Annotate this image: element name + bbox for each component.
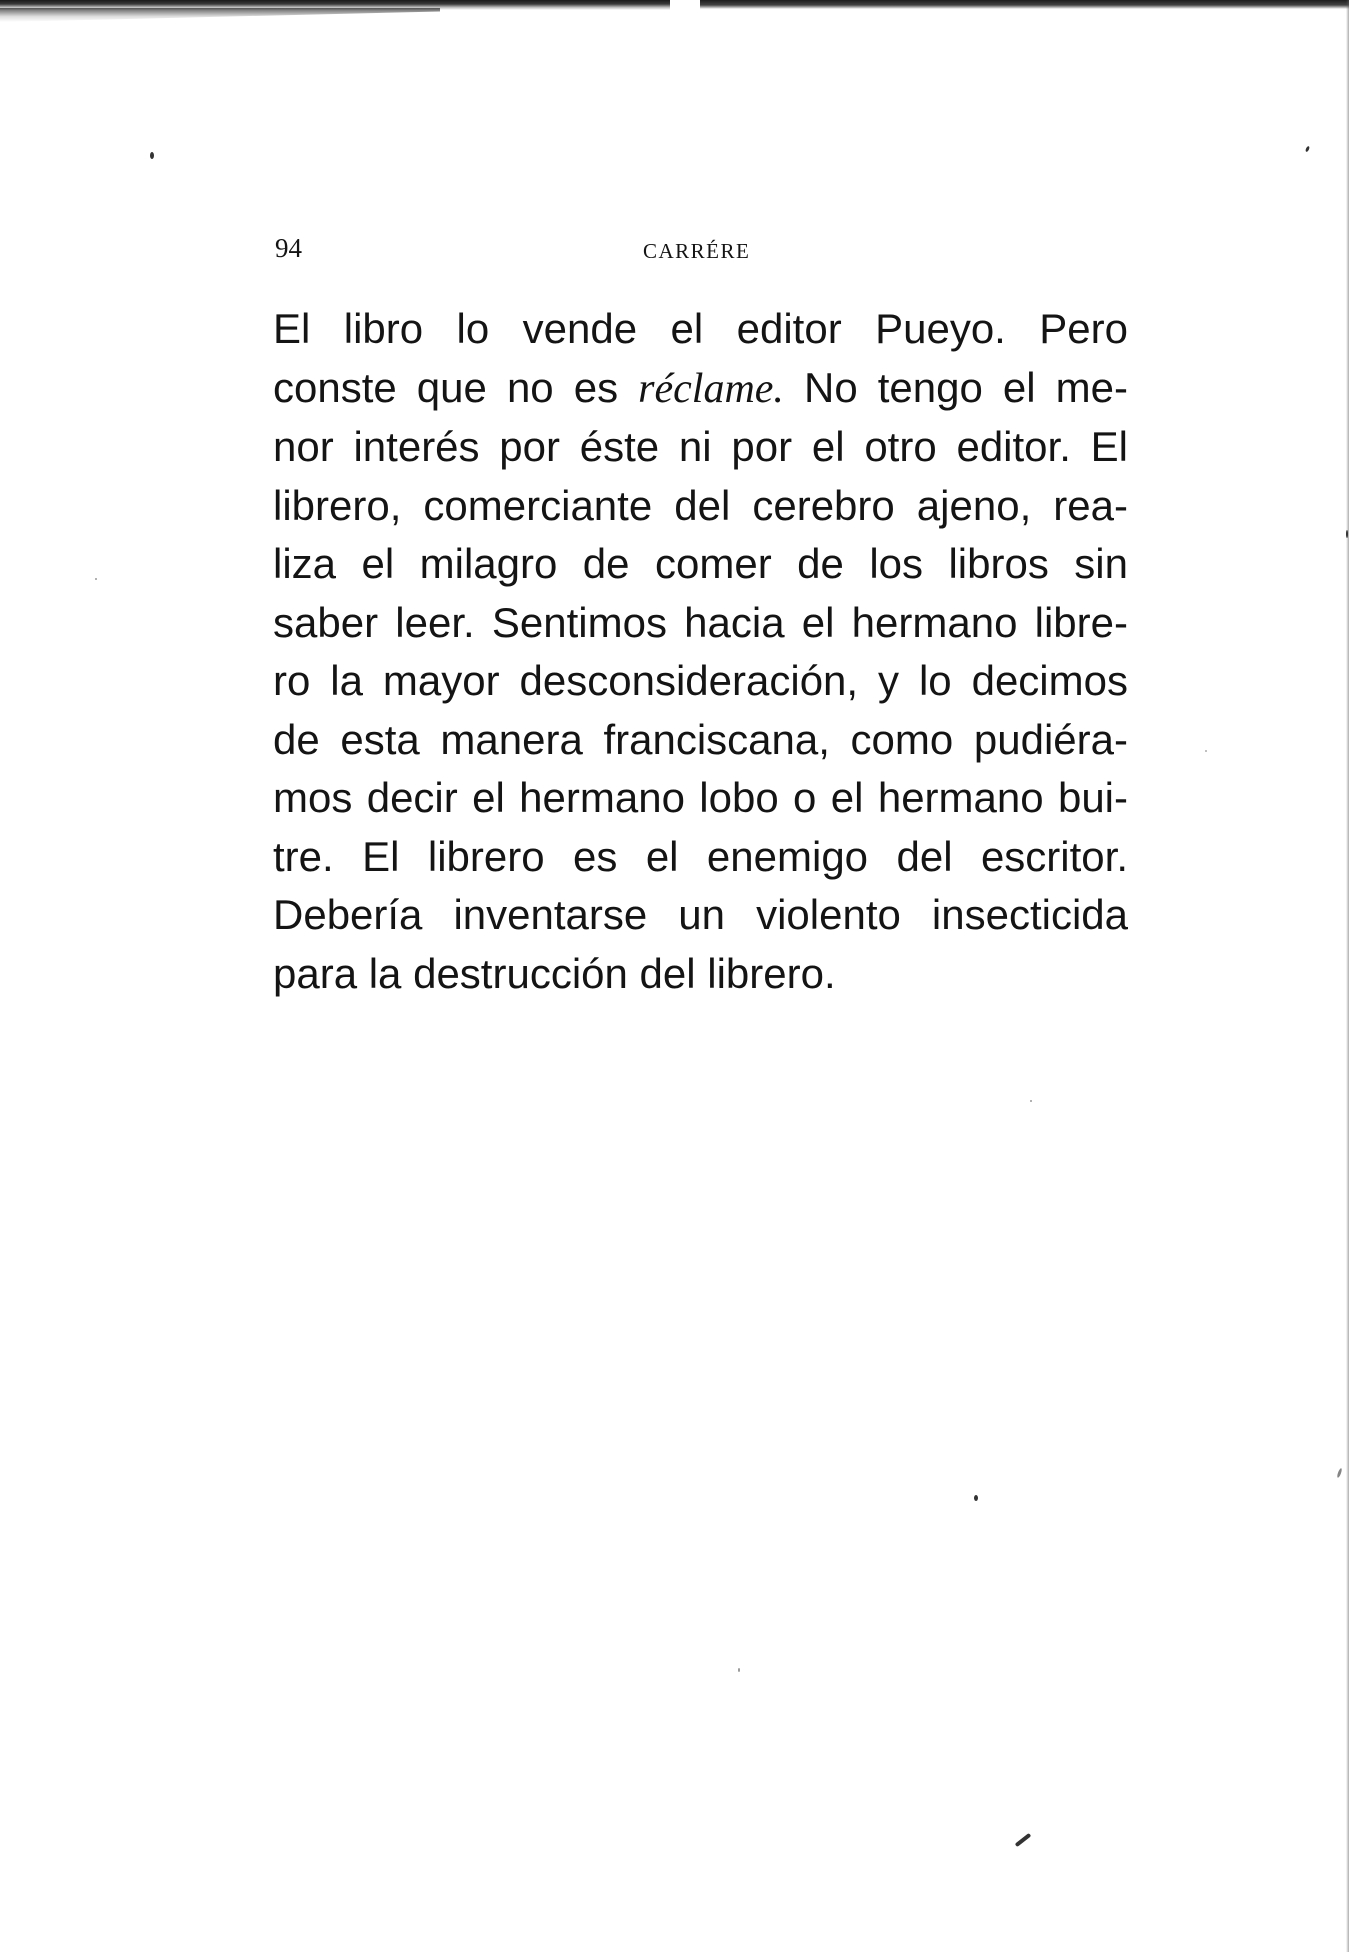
scan-speck [95, 578, 97, 580]
text-run: No tengo el me- [783, 363, 1128, 411]
italic-word: réclame. [638, 365, 784, 412]
text-line: de esta manera franciscana, como pudiéra- [273, 715, 1128, 763]
scan-speck [974, 1495, 978, 1501]
scan-speck [1030, 1100, 1032, 1102]
scan-speck [738, 1668, 740, 1672]
scan-speck [1305, 146, 1310, 153]
scan-speck [1205, 750, 1207, 752]
page-header [275, 232, 1130, 272]
text-line: ro la mayor desconsideración, y lo decimos [273, 657, 1128, 704]
body-paragraph [273, 300, 1128, 1003]
text-line: nor interés por éste ni por el otro editor. El [273, 423, 1128, 470]
text-line: librero, comerciante del cerebro ajeno, rea- [273, 481, 1128, 529]
scan-edge-shadow [0, 8, 440, 22]
text-line: El libro lo vende el editor Pueyo. Pero [273, 305, 1128, 352]
text-line: liza el milagro de comer de los libros sin [273, 540, 1128, 587]
scan-speck [150, 152, 154, 159]
text-run: conste que no es [273, 363, 639, 411]
text-line: tre. El librero es el enemigo del escritor. [273, 832, 1128, 880]
scan-edge-shadow [700, 0, 1349, 9]
text-line [273, 359, 1128, 419]
text-line: mos decir el hermano lobo o el hermano bui- [273, 774, 1128, 821]
scan-speck [1015, 1833, 1032, 1847]
running-head: CARRÉRE [643, 239, 751, 263]
text-line: para la destrucción del librero. [273, 949, 836, 997]
scan-speck [1346, 530, 1348, 538]
text-line: Debería inventarse un violento insecticida [273, 891, 1128, 938]
page-number: 94 [275, 233, 302, 263]
text-line: saber leer. Sentimos hacia el hermano libre- [273, 598, 1128, 646]
scan-speck [1336, 1468, 1342, 1478]
